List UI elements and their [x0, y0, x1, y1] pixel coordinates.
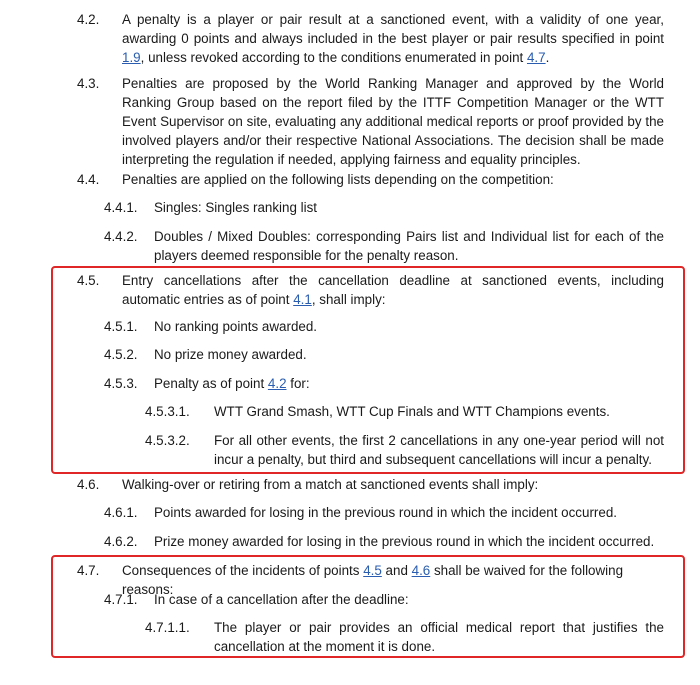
clause-number: 4.3.	[77, 76, 100, 91]
clause-number: 4.7.1.	[104, 592, 138, 607]
clause-number: 4.5.3.2.	[145, 433, 190, 448]
clause-number: 4.4.2.	[104, 229, 138, 244]
clause-number: 4.7.1.1.	[145, 620, 190, 635]
clause-text: Penalties are proposed by the World Ranking Manager and approved by the World Ranking Group based on the report filed by the ITTF Competition Manager or the WTT Event Supervisor on site, evaluating any additional medical reports or proof provided by the involved players and/or their respective National Associations. The decision shall be made interpreting the regulation if needed, applying fairness and equality principles.	[122, 76, 664, 167]
clause-number: 4.5.2.	[104, 347, 138, 362]
clause-text: No ranking points awarded.	[154, 319, 318, 334]
clause-text-part: A penalty is a player or pair result at a sanctioned event, with a validity of one year, awarding 0 points and always included in the best player or pair results specified in point	[122, 12, 664, 46]
clause-number: 4.2.	[77, 12, 100, 27]
clause-number: 4.4.1.	[104, 200, 138, 215]
clause-text: Walking-over or retiring from a match at sanctioned events shall imply:	[122, 477, 539, 492]
clause-text: Singles: Singles ranking list	[154, 200, 318, 215]
link-point-4-7[interactable]: 4.7	[526, 50, 546, 65]
clause-number: 4.7.	[77, 563, 100, 578]
link-point-1-9[interactable]: 1.9	[122, 50, 141, 65]
clause-number: 4.5.3.	[104, 376, 138, 391]
clause-number: 4.6.1.	[104, 505, 138, 520]
clause-text: No prize money awarded.	[154, 347, 307, 362]
clause-text	[122, 271, 664, 309]
clause-text-part: and	[381, 563, 412, 578]
clause-number: 4.5.	[77, 273, 100, 288]
clause-text	[154, 374, 664, 393]
clause-text-part: , unless revoked according to the conditions enumerated in point	[140, 50, 527, 65]
clause-text-part: for:	[286, 376, 310, 391]
clause-text: Prize money awarded for losing in the previous round in which the incident occurred.	[154, 534, 655, 549]
clause-text-part: .	[545, 50, 550, 65]
clause-text: The player or pair provides an official medical report that justifies the cancellation at the moment it is done.	[214, 620, 664, 654]
clause-number: 4.6.	[77, 477, 100, 492]
clause-number: 4.6.2.	[104, 534, 138, 549]
link-point-4-1[interactable]: 4.1	[293, 292, 312, 307]
clause-text: Points awarded for losing in the previous round in which the incident occurred.	[154, 505, 617, 520]
clause-text: In case of a cancellation after the deadline:	[154, 592, 409, 607]
clause-text: Penalties are applied on the following lists depending on the competition:	[122, 172, 554, 187]
clause-number: 4.5.3.1.	[145, 404, 190, 419]
clause-text-part: Entry cancellations after the cancellation deadline at sanctioned events, including automatic entries as of point	[122, 273, 664, 307]
clause-text-part: shall be waived for the following reasons:	[122, 563, 624, 597]
link-point-4-6[interactable]: 4.6	[411, 563, 431, 578]
clause-number: 4.5.1.	[104, 319, 138, 334]
clause-text-part: Consequences of the incidents of points	[122, 563, 364, 578]
clause-text	[122, 10, 664, 67]
clause-text: Doubles / Mixed Doubles: corresponding Pairs list and Individual list for each of the players deemed responsible for the penalty reason.	[154, 229, 664, 263]
clause-number: 4.4.	[77, 172, 100, 187]
clause-text: For all other events, the first 2 cancellations in any one-year period will not incur a penalty, but third and subsequent cancellations will incur a penalty.	[214, 433, 664, 467]
clause-text-part: Penalty as of point	[154, 376, 268, 391]
link-point-4-5[interactable]: 4.5	[363, 563, 382, 578]
clause-text: WTT Grand Smash, WTT Cup Finals and WTT Champions events.	[214, 404, 610, 419]
clause-text-part: , shall imply:	[311, 292, 386, 307]
link-point-4-2[interactable]: 4.2	[267, 376, 287, 391]
